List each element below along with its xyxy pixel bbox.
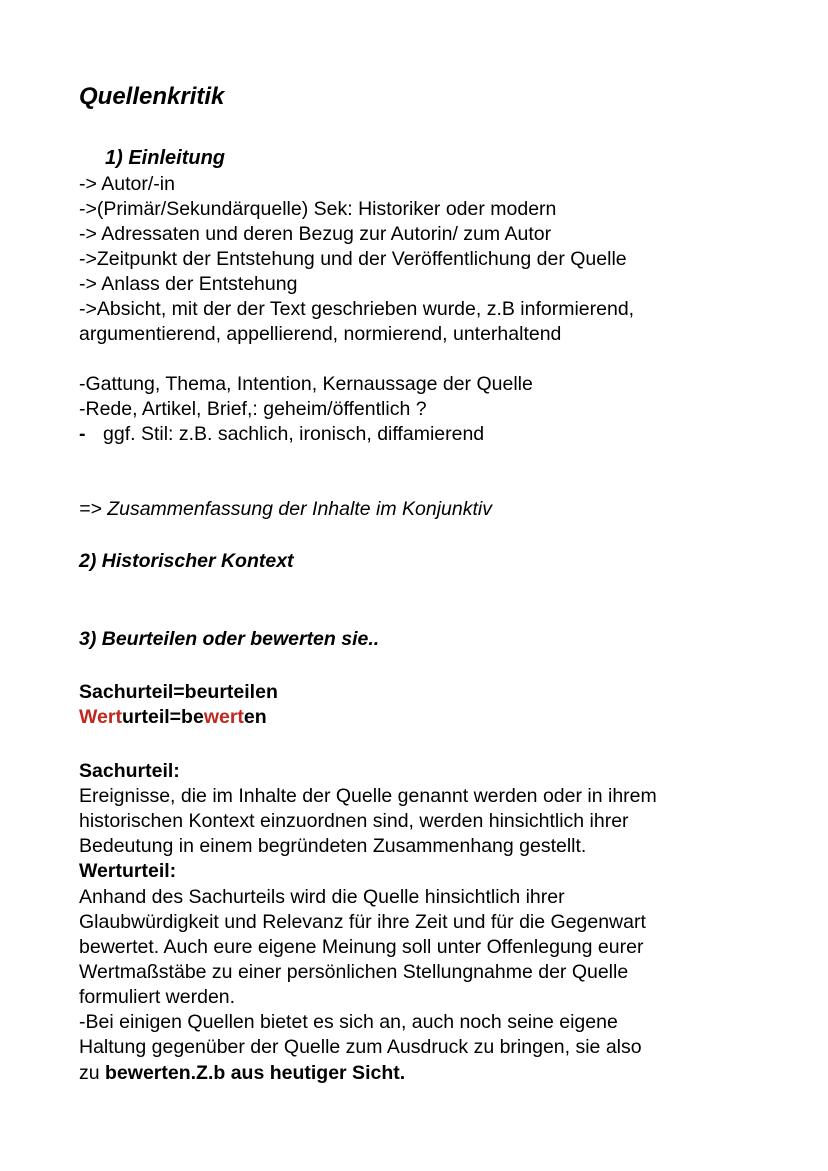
list-item: -Rede, Artikel, Brief,: geheim/öffentlich ? [79, 398, 427, 420]
section-1-heading: 1) Einleitung [105, 147, 225, 169]
werturteil-line: bewertet. Auch eure eigene Meinung soll unter Offenlegung eurer [79, 936, 644, 958]
werturteil-line: -Bei einigen Quellen bietet es sich an, auch noch seine eigene [79, 1011, 618, 1033]
section-3-heading: 3) Beurteilen oder bewerten sie.. [79, 628, 380, 650]
werturteil-line: Anhand des Sachurteils wird die Quelle hinsichtlich ihrer [79, 886, 565, 908]
werturteil-line: Glaubwürdigkeit und Relevanz für ihre Zeit und für die Gegenwart [79, 911, 646, 933]
werturteil-equation [79, 705, 267, 730]
werturteil-line: Wertmaßstäbe zu einer persönlichen Stellungnahme der Quelle [79, 961, 629, 983]
werturteil-line: formuliert werden. [79, 986, 236, 1008]
highlight-wert: Wert [79, 706, 122, 728]
last-line-start: zu [79, 1062, 106, 1084]
stil-text: ggf. Stil: z.B. sachlich, ironisch, diffamierend [103, 423, 485, 445]
list-item-stil [79, 422, 484, 447]
intro-line: -> Autor/-in [79, 173, 175, 195]
intro-line: -> Anlass der Entstehung [79, 273, 298, 295]
sachurteil-label: Sachurteil: [79, 760, 180, 782]
sachurteil-equation: Sachurteil=beurteilen [79, 681, 278, 703]
last-line-bold: bewerten.Z.b aus heutiger Sicht. [105, 1062, 406, 1084]
sachurteil-line: Bedeutung in einem begründeten Zusammenhang gestellt. [79, 835, 587, 857]
intro-line: ->(Primär/Sekundärquelle) Sek: Historiker oder modern [79, 198, 557, 220]
sachurteil-line: historischen Kontext einzuordnen sind, werden hinsichtlich ihrer [79, 810, 629, 832]
section-2-heading: 2) Historischer Kontext [79, 550, 294, 572]
werturteil-line: Haltung gegenüber der Quelle zum Ausdruck zu bringen, sie also [79, 1036, 642, 1058]
intro-line: ->Zeitpunkt der Entstehung und der Veröffentlichung der Quelle [79, 248, 627, 270]
summary-line: => Zusammenfassung der Inhalte im Konjunktiv [79, 498, 492, 520]
intro-line: ->Absicht, mit der der Text geschrieben wurde, z.B informierend, [79, 298, 635, 320]
sachurteil-line: Ereignisse, die im Inhalte der Quelle genannt werden oder in ihrem [79, 785, 657, 807]
werturteil-last-line [79, 1061, 405, 1086]
highlight-wert: wert [203, 706, 244, 728]
list-item: -Gattung, Thema, Intention, Kernaussage der Quelle [79, 373, 533, 395]
page-title: Quellenkritik [79, 83, 225, 110]
werturteil-text: urteil=be [121, 706, 204, 728]
werturteil-label: Werturteil: [79, 860, 177, 882]
werturteil-text: en [243, 706, 267, 728]
intro-line: -> Adressaten und deren Bezug zur Autorin/ zum Autor [79, 223, 552, 245]
intro-line: argumentierend, appellierend, normierend, unterhaltend [79, 323, 562, 345]
bullet-dash: - [79, 423, 86, 445]
